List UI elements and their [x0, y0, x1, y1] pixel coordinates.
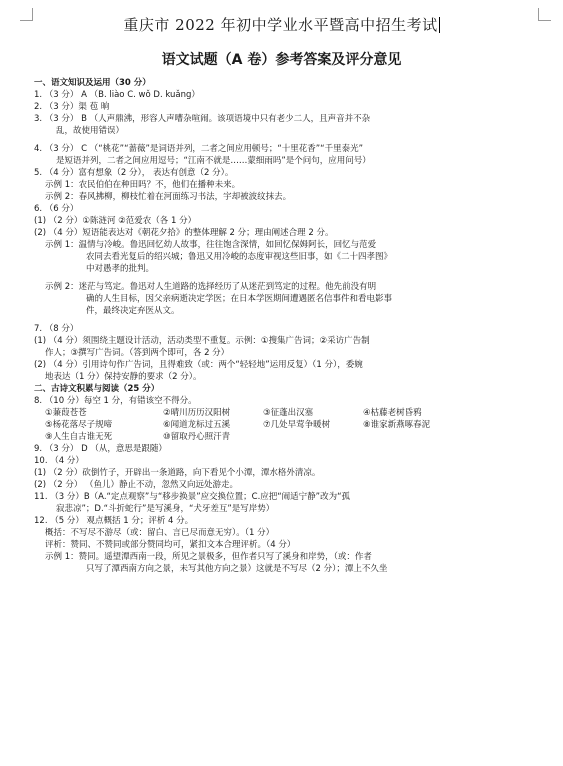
document-title[interactable]: 重庆市 2022 年初中学业水平暨高中招生考试: [123, 16, 438, 34]
answer-line: 只写了潭西南方向之景，未写其他方向之景）这就是不写尽（2 分）；潭上不久坐: [86, 564, 388, 574]
answer-line: 9. （3 分） D （从，意思是跟随）: [34, 444, 167, 454]
fill-answer: ⑤杨花落尽子规啼: [45, 420, 113, 430]
fill-answer: ①蒹葭苍苍: [45, 408, 87, 418]
answer-line: 6. （6 分）: [34, 204, 79, 214]
answer-line: 1. （3 分） A （B. liào C. wǒ D. kuǎng）: [34, 90, 200, 100]
fill-blank-row: [34, 419, 534, 431]
answer-line: (2) （2 分） （鱼儿）静止不动，忽然又向远处游走。: [34, 480, 239, 490]
answer-line: 4. （3 分） C （“桃花”“蔷薇”是词语并列，二者之间应用顿号；“十里花香”“千里泰光”: [34, 144, 363, 154]
fill-answer: ⑧谁家新燕啄春泥: [363, 420, 431, 430]
document-subtitle: 语文试题（A 卷）参考答案及评分意见: [161, 52, 402, 68]
answer-line: 农同去看光复后的绍兴城；鲁迅又用冷峻的态度审视这些旧事，如《二十四孝图》: [86, 252, 393, 262]
answer-line: 示例 2：春风拂柳，柳枝忙着在河面练习书法，宇却被波纹抹去。: [45, 192, 292, 202]
answer-line: 乱，故使用错误）: [56, 126, 125, 136]
fill-blank-row: [34, 407, 534, 419]
answer-line: (2) （4 分）短语能表达对《朝花夕拾》的整体理解 2 分；理由阐述合理 2 分。: [34, 228, 334, 238]
answer-line: 概括：不写尽不游尽（或：留白、言已尽而意无穷）。（1 分）: [45, 528, 275, 538]
answer-line: 11. （3 分）B（A.“定点观察”与“移步换景”应交换位置；C.应把“闹适宁静”改为“孤: [34, 492, 350, 502]
fill-answer: ④枯藤老树昏鸦: [363, 408, 422, 418]
answer-line: 地表达（1 分）保持安静的要求（2 分）。: [45, 372, 202, 382]
answer-line: 是短语并列，二者之间应用逗号；“江南不就是……蒙细雨吗”是个问句，应用问号）: [56, 156, 371, 166]
section-heading: 二、古诗文积累与阅读（25 分）: [34, 384, 160, 394]
fill-answer: ⑨人生自古谁无死: [45, 432, 113, 442]
fill-answer: ⑥闻道龙标过五溪: [163, 420, 231, 430]
answer-line: 12. （5 分） 观点概括 1 分；评析 4 分。: [34, 516, 194, 526]
fill-answer: ③征蓬出汉塞: [263, 408, 314, 418]
answer-line: 评析：赞同、不赞同或部分赞同均可，紧扣文本合理评析。（4 分）: [45, 540, 296, 550]
section-heading: 一、语文知识及运用（30 分）: [34, 78, 151, 88]
answer-line: (1) （4 分）须围绕主题设计活动，活动类型不重复。示例：①搜集广告词；②采访广告制: [34, 336, 370, 346]
answer-line: 3. （3 分） B （人声鼎沸，形容人声嘈杂喧闹。该项语境中只有老少二人，且声音并不杂: [34, 114, 371, 124]
answer-line: 5. （4 分）富有想象（2 分）， 表达有创意（2 分）。: [34, 168, 234, 178]
fill-answer: ②晴川历历汉阳树: [163, 408, 231, 418]
fill-answer: ⑩留取丹心照汗青: [163, 432, 231, 442]
answer-line: 8. （10 分）每空 1 分，有错该空不得分。: [34, 396, 197, 406]
fill-blank-row: [34, 431, 534, 443]
answer-line: 10. （4 分）: [34, 456, 84, 466]
answer-line: (1) （2 分）砍倒竹子，开辟出一条道路，向下看见个小潭，潭水格外清凉。: [34, 468, 321, 478]
answer-line: 示例 1：温情与冷峻。鲁迅回忆幼人故事，往往饱含深情，如回忆保姆阿长，回忆与范爱: [45, 240, 377, 250]
answer-line: 作人；③撰写广告词。（答到两个即可，各 2 分）: [45, 348, 230, 358]
answer-line: 中对愚孝的批判。: [86, 264, 155, 274]
answer-line: 确的人生目标，因父亲病逝决定学医；在日本学医期间遭遇匿名信事件和看电影事: [86, 294, 393, 304]
answer-line: 示例 1：赞同。遥望潭西南一段，所见之景极多，但作者只写了溪身和岸势，（或：作者: [45, 552, 372, 562]
answer-line: (2) （4 分）引用诗句作广告词，且得难致（或：两个“轻轻地”运用反复）（1 分），委婉: [34, 360, 363, 370]
document-body: [34, 77, 534, 575]
answer-line: 示例 1：农民伯伯在种田吗？不，他们在播种未来。: [45, 180, 241, 190]
text-cursor: [439, 17, 440, 33]
answer-line: 件，最终决定弃医从文。: [86, 306, 180, 316]
fill-answer: ⑦几处早莺争暖树: [263, 420, 331, 430]
answer-line: (1) （2 分）①陈涟河 ②范爱农（各 1 分）: [34, 216, 197, 226]
answer-line: 2. （3 分）渠 苞 晌: [34, 102, 110, 112]
answer-line: 7. （8 分）: [34, 324, 79, 334]
answer-line: 示例 2：迷茫与笃定。鲁迅对人生道路的选择经历了从迷茫到笃定的过程。他先前没有明: [45, 282, 377, 292]
answer-line: 寂悲凉”；D.“斗折蛇行”是写溪身，“犬牙差互”是写岸势）: [56, 504, 275, 514]
